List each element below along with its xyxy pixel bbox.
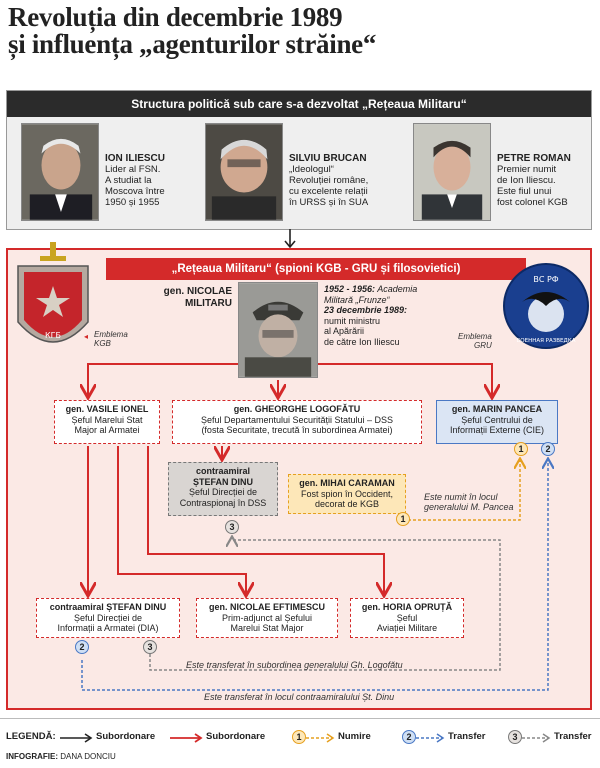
dinu-dss-name-1: contraamiral (195, 466, 251, 476)
legend-divider (0, 718, 600, 719)
credit (6, 752, 116, 761)
dinu-dss-name-2: ȘTEFAN DINU (192, 476, 253, 487)
caraman-name: gen. MIHAI CARAMAN (299, 478, 395, 488)
logofatu-name: gen. GHEORGHE LOGOFĂTU (233, 404, 361, 414)
network-header: „Rețeaua Militaru“ (spioni KGB - GRU și filosovietici) (106, 258, 526, 280)
roman-photo (413, 123, 491, 221)
militaru-bio-5: al Apărării (324, 326, 365, 336)
note-transferat-loc: Este transferat în locul contraamiralului Șt. Dinu (204, 692, 395, 702)
militaru-bio-1: Academia (375, 284, 418, 294)
kgb-emblem-icon (12, 242, 94, 364)
note-numit (424, 492, 514, 512)
legend-label: LEGENDĂ: (6, 731, 56, 742)
legend-item-1: Subordonare (96, 731, 156, 742)
badge-2-dia: 2 (75, 640, 89, 654)
eftimescu-name: gen. NICOLAE EFTIMESCU (208, 602, 325, 612)
pancea-name: gen. MARIN PANCEA (451, 404, 543, 414)
legend-red-arrow-icon (170, 732, 204, 744)
brucan-desc-1: „Ideologul“ (289, 164, 334, 175)
legend-black-arrow-icon (60, 732, 94, 744)
node-stefan-dinu-dia (36, 598, 180, 638)
legend-badge-3: 3 (508, 730, 522, 744)
militaru-photo (238, 282, 318, 378)
node-horia-opruta (350, 598, 464, 638)
militaru-rank: gen. NICOLAE (163, 286, 232, 297)
caraman-desc-2: decorat de KGB (314, 499, 380, 509)
brucan-desc-3: cu excelente relații (289, 186, 368, 197)
kgb-label-2: KGB (94, 339, 111, 348)
node-stefan-dinu-dss (168, 462, 278, 516)
svg-text:ВОЕННАЯ РАЗВЕДКА: ВОЕННАЯ РАЗВЕДКА (516, 338, 576, 344)
legend-blue-arrow-icon (416, 732, 446, 744)
legend-item-2: Subordonare (206, 731, 266, 742)
legend-item-3: Numire (338, 731, 371, 742)
brucan-info (289, 153, 399, 208)
svg-text:ВС РФ: ВС РФ (533, 275, 559, 284)
node-vasile-ionel (54, 400, 160, 444)
ionel-desc-2: Major al Armatei (74, 425, 140, 435)
eftimescu-desc-1: Prim-adjunct al Șefului (221, 612, 313, 623)
brucan-desc-4: în URSS și în SUA (289, 197, 369, 208)
brucan-name: SILVIU BRUCAN (289, 153, 367, 164)
badge-3-dia: 3 (143, 640, 157, 654)
iliescu-photo (21, 123, 99, 221)
kgb-emblem-label: ◂ Emblema KGB (84, 330, 128, 348)
militaru-bio-2: Militară „Frunze“ (324, 294, 390, 305)
legend-item-5: Transfer (554, 731, 592, 742)
militaru-bio (324, 284, 454, 347)
militaru-bio-6: de către Ion Iliescu (324, 336, 400, 347)
militaru-bio-4: numit ministru (324, 315, 381, 326)
iliescu-desc-4: 1950 și 1955 (105, 197, 160, 208)
legend-gray-arrow-icon (522, 732, 552, 744)
militaru-bio-3: 23 decembrie 1989: (324, 305, 408, 315)
iliescu-desc-1: Lider al FSN. (105, 164, 161, 175)
title-line-1: Revoluția din decembrie 1989 (8, 2, 343, 32)
pancea-desc-1: Șeful Centrului de (461, 414, 533, 425)
roman-name: PETRE ROMAN (497, 153, 571, 164)
badge-2-pancea: 2 (541, 442, 555, 456)
note-transferat-subordine: Este transferat în subordinea generalului Gh. Logofătu (186, 660, 403, 670)
opruta-name: gen. HORIA OPRUȚĂ (361, 602, 453, 612)
kgb-label-1: Emblema (94, 330, 128, 339)
iliescu-name: ION ILIESCU (105, 153, 166, 164)
dinu-dia-desc-2: Informații a Armatei (DIA) (57, 623, 159, 633)
gru-label-1: Emblema (458, 332, 492, 341)
caraman-desc-1: Fost spion în Occident, (300, 488, 394, 499)
badge-3-dss: 3 (225, 520, 239, 534)
node-nicolae-eftimescu (196, 598, 338, 638)
badge-1-caraman: 1 (396, 512, 410, 526)
roman-desc-4: fost colonel KGB (497, 197, 568, 208)
dinu-dss-desc-1: Șeful Direcției de (188, 487, 258, 497)
militaru-surname: MILITARU (184, 298, 232, 309)
militaru-bio-1-bold: 1952 - 1956: (324, 284, 376, 294)
iliescu-desc-3: Moscova între (105, 186, 165, 197)
brucan-photo (205, 123, 283, 221)
logofatu-desc-2: (fosta Securitate, trecută în subordinea Armatei) (201, 425, 393, 435)
roman-info (497, 153, 589, 208)
opruta-desc-2: Aviației Militare (376, 623, 438, 633)
brucan-desc-2: Revoluției române, (289, 175, 369, 186)
pancea-desc-2: Informații Externe (CIE) (449, 425, 545, 435)
badge-1-pancea: 1 (514, 442, 528, 456)
title-line-2: și influența „agenturilor străine“ (8, 29, 377, 59)
dinu-dss-desc-2: Contraspionaj în DSS (179, 497, 267, 508)
roman-desc-3: Este fiul unui (497, 186, 552, 197)
legend-badge-2: 2 (402, 730, 416, 744)
ionel-desc-1: Șeful Marelui Stat (71, 414, 143, 425)
political-structure-header: Structura politică sub care s-a dezvoltat „Rețeaua Militaru“ (7, 91, 591, 117)
svg-text:КГБ: КГБ (44, 331, 62, 340)
iliescu-desc-2: A studiat la (105, 175, 152, 186)
node-marin-pancea (436, 400, 558, 444)
credit-author: DANA DONCIU (60, 752, 116, 761)
gru-emblem-icon (502, 262, 590, 350)
roman-desc-1: Premier numit (497, 164, 557, 175)
militaru-name (140, 286, 232, 310)
note-numit-2: generalului M. Pancea (424, 502, 514, 512)
iliescu-info (105, 153, 201, 208)
logofatu-desc-1: Șeful Departamentului Securității Statului – DSS (200, 414, 394, 425)
gru-emblem-label (458, 332, 492, 350)
legend-item-4: Transfer (448, 731, 486, 742)
legend-orange-arrow-icon (306, 732, 336, 744)
gru-label-2: GRU (474, 341, 492, 350)
eftimescu-desc-2: Marelui Stat Major (230, 623, 304, 633)
node-gheorghe-logofatu (172, 400, 422, 444)
opruta-desc-1: Șeful (396, 612, 418, 623)
political-structure-panel (6, 90, 592, 230)
node-mihai-caraman (288, 474, 406, 514)
legend-badge-1: 1 (292, 730, 306, 744)
ionel-name: gen. VASILE IONEL (65, 404, 149, 414)
dinu-dia-desc-1: Șeful Direcției de (73, 612, 143, 623)
credit-label: INFOGRAFIE: (6, 752, 58, 761)
page-title (8, 4, 376, 58)
note-numit-1: Este numit în locul (424, 492, 498, 502)
roman-desc-2: de Ion Iliescu. (497, 175, 556, 186)
dinu-dia-name: contraamiral ȘTEFAN DINU (49, 602, 167, 612)
